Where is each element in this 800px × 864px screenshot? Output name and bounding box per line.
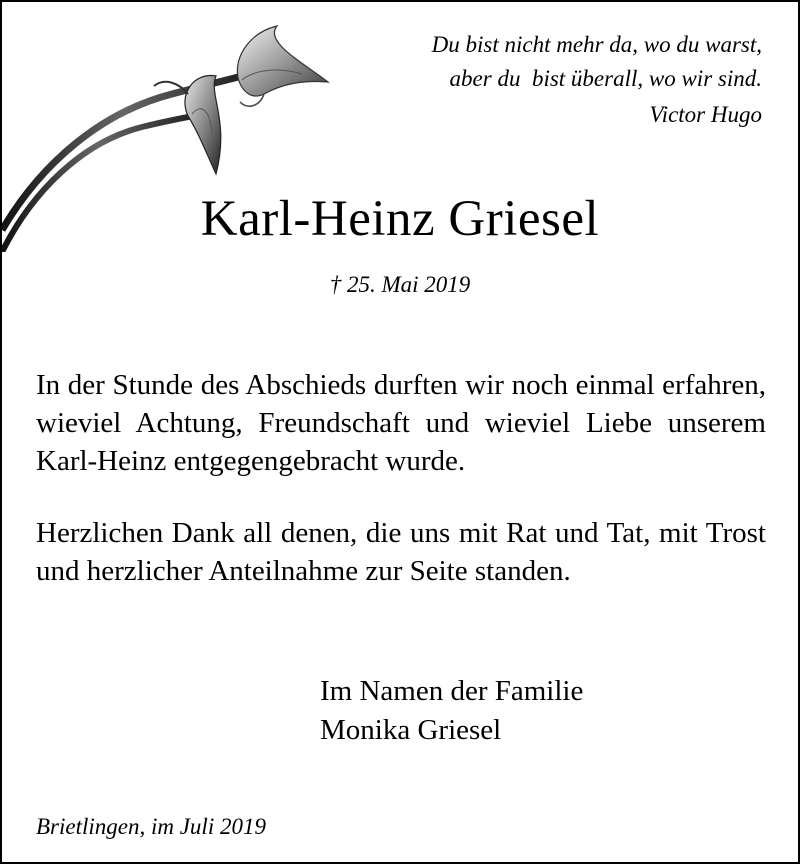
quote-author: Victor Hugo <box>649 102 762 127</box>
quote-line-2: aber du bist überall, wo wir sind. <box>449 66 762 91</box>
signature-name: Monika Griesel <box>320 714 502 746</box>
body-paragraph-2: Herzlichen Dank all denen, die uns mit Rat und Tat, mit Trost und herzlicher Anteilnahme zur Seite standen. <box>36 517 766 587</box>
quote-block <box>432 28 762 132</box>
quote-line-1: Du bist nicht mehr da, wo du warst, <box>431 32 762 57</box>
signature-line-1: Im Namen der Familie <box>320 675 584 707</box>
signature-block <box>320 672 583 750</box>
body-paragraph-1: In der Stunde des Abschieds durften wir noch einmal erfahren, wieviel Achtung, Freundschaft und wieviel Liebe unserem Karl-Heinz entgegengebracht wurde. <box>36 369 766 477</box>
place-date: Brietlingen, im Juli 2019 <box>36 814 266 839</box>
death-date: † 25. Mai 2019 <box>329 272 471 297</box>
deceased-name: Karl-Heinz Griesel <box>200 191 600 247</box>
